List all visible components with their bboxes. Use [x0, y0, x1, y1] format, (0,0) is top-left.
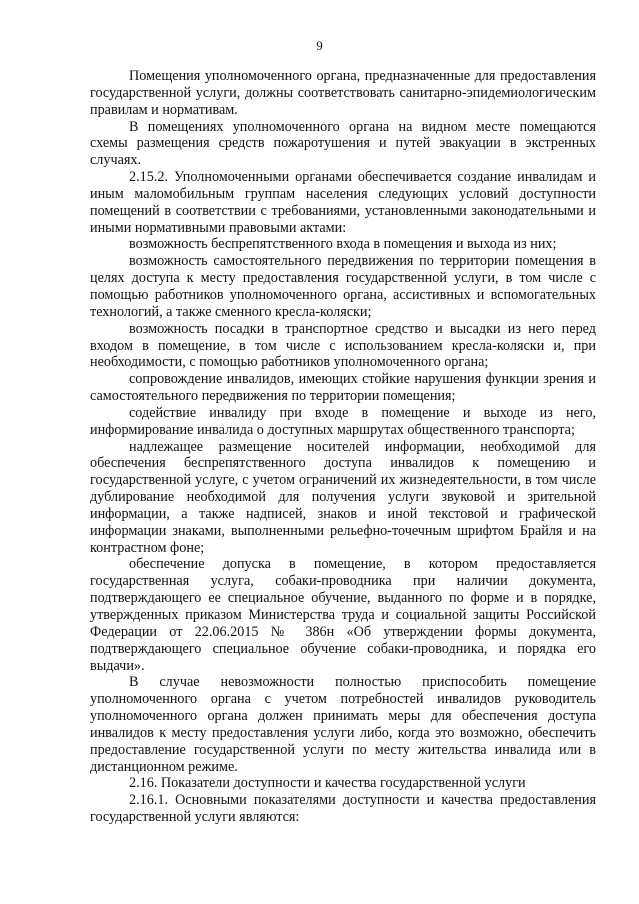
section-heading-2-16: 2.16. Показатели доступности и качества государственной услуги	[129, 775, 526, 792]
paragraph-evacuation-schemes: В помещениях уполномоченного органа на видном месте помещаются схемы размещения средств пожаротушения и путей эвакуации в экстренных случаях.	[90, 118, 596, 169]
paragraph-information-placement: надлежащее размещение носителей информации, необходимой для обеспечения беспрепятственного доступа инвалидов к помещению и государственной услуге, с учетом ограничений их жизнедеятельности, в том числе дублирование необходимой для получения услуги звуковой и зрительной информации, а также надписей, знаков и иной текстовой и графической информации знаками, выполненными рельефно-точечным шрифтом Брайля и на контрастном фоне;	[90, 438, 596, 556]
page-number: 9	[316, 38, 323, 53]
paragraph-vehicle-boarding: возможность посадки в транспортное средство и высадки из него перед входом в помещение, в том числе с использованием кресла-коляски и, при необходимости, с помощью работников уполномоченного органа;	[90, 320, 596, 371]
paragraph-premises-sanitary: Помещения уполномоченного органа, предназначенные для предоставления государственной услуги, должны соответствовать санитарно-эпидемиологическим правилам и нормативам.	[90, 68, 596, 118]
paragraph-free-entry: возможность беспрепятственного входа в помещения и выхода из них;	[129, 236, 557, 253]
paragraph-2-15-2-accessibility: 2.15.2. Уполномоченными органами обеспечивается создание инвалидам и иным маломобильным группам населения следующих условий доступности помещений в соответствии с требованиями, установленными законодательными и иными нормативными правовыми актами:	[90, 169, 596, 236]
paragraph-transport-info: содействие инвалиду при входе в помещение и выходе из него, информирование инвалида о доступных маршрутах общественного транспорта;	[90, 404, 596, 438]
paragraph-escort: сопровождение инвалидов, имеющих стойкие нарушения функции зрения и самостоятельного передвижения по территории помещения;	[90, 371, 596, 405]
paragraph-guide-dog: обеспечение допуска в помещение, в котором предоставляется государственная услуга, собаки-проводника при наличии документа, подтверждающего ее специальное обучение, выданного по форме и в порядке, утвержденных приказом Министерства труда и социальной защиты Российской Федерации от 22.06.2015 № 386н «Об утверждении формы документа, подтверждающего специальное обучение собаки-проводника, и порядка его выдачи».	[90, 556, 596, 674]
paragraph-2-16-1: 2.16.1. Основными показателями доступности и качества предоставления государственной услуги являются:	[90, 792, 596, 826]
paragraph-remote-service: В случае невозможности полностью приспособить помещение уполномоченного органа с учетом потребностей инвалидов руководитель уполномоченного органа должен принимать меры для обеспечения доступа инвалидов к месту предоставления услуги либо, когда это возможно, обеспечить предоставление государственной услуги по месту жительства инвалида или в дистанционном режиме.	[90, 674, 596, 775]
document-body	[90, 68, 596, 826]
paragraph-independent-movement: возможность самостоятельного передвижения по территории помещения в целях доступа к месту предоставления государственной услуги, в том числе с помощью работников уполномоченного органа, ассистивных и вспомогательных технологий, а также сменного кресла-коляски;	[90, 253, 596, 320]
